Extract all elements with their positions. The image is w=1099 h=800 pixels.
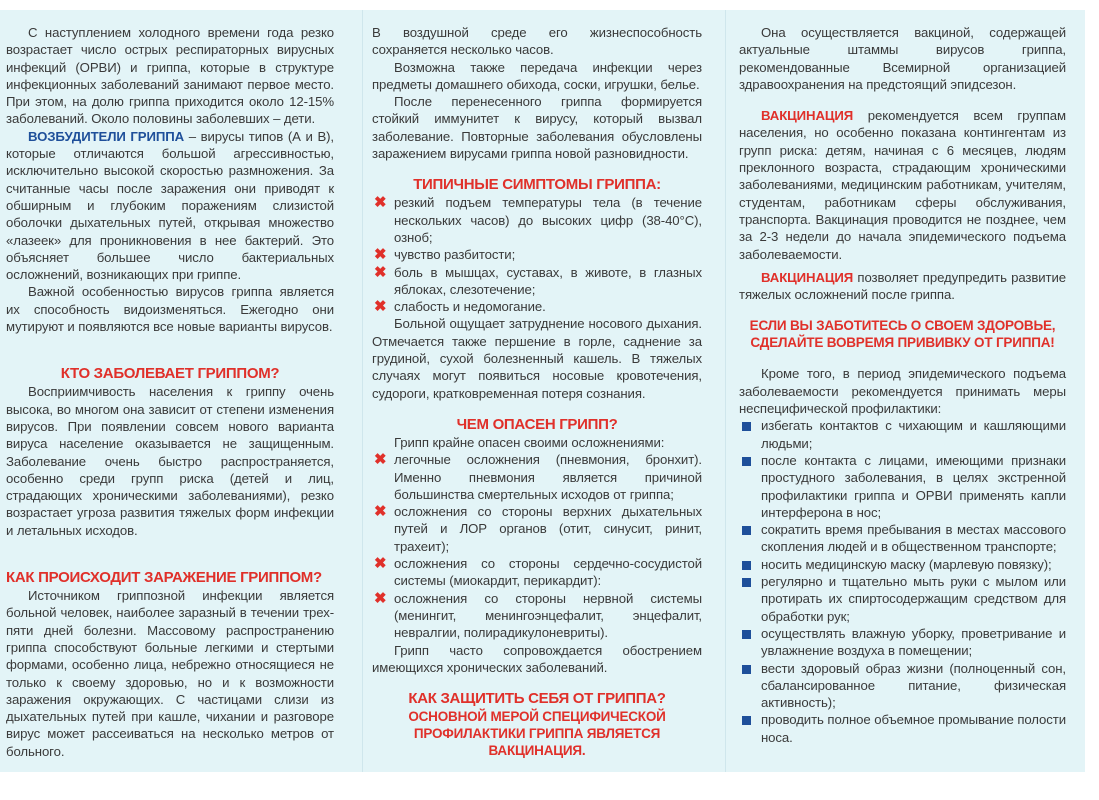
x-mark-icon: ✖ bbox=[374, 298, 387, 316]
intro-paragraph: С наступлением холодного времени года резко возрастает число острых респираторных вирусных инфекций (ОРВИ) и гриппа, которые в структуре инфекционных заболеваний занимают первое место. При этом, на долю гриппа приходится около 12-15% заболеваний. Около половины заболевших – дети. bbox=[6, 25, 334, 127]
square-bullet-icon bbox=[742, 457, 751, 466]
protect-heading: КАК ЗАЩИТИТЬ СЕБЯ ОТ ГРИППА? bbox=[408, 690, 666, 708]
vaccination-paragraph-1: ВАКЦИНАЦИЯ рекомендуется всем группам населения, но особенно показана контингентам из групп риска: детям, начиная с 6 месяцев, людям преклонного возраста, страдающим хроническими заболеваниями, медицинским работникам, учителям, студентам, работникам сферы обслуживания, транспорта. Вакцинация проводится не позднее, чем за 2-3 недели до начала эпидемического подъема заболеваемости. bbox=[739, 108, 1066, 262]
nonspecific-paragraph: Кроме того, в период эпидемического подъема заболеваемости рекомендуется принимать меры неспецифической профилактики: bbox=[739, 366, 1066, 417]
patient-paragraph: Больной ощущает затруднение носового дыхания. Отмечается также першение в горле, саднение за грудиной, сухой болезненный кашель. В тяжелых случаях могут появиться носовые кровотечения, судороги, кратковременная потеря сознания. bbox=[372, 316, 702, 401]
complication-item: ✖ осложнения со стороны сердечно-сосудистой системы (миокардит, перикардит): bbox=[374, 555, 702, 589]
measure-item: проводить полное объемное промывание полости носа. bbox=[739, 711, 1066, 746]
column-1 bbox=[6, 24, 334, 760]
measure-item: вести здоровый образ жизни (полноценный сон, сбалансированное питание, физическая активность); bbox=[739, 660, 1066, 712]
measure-item: регулярно и тщательно мыть руки с мылом или протирать их спиртосодержащим средством для обработки рук; bbox=[739, 573, 1066, 625]
symptom-item: ✖ резкий подъем температуры тела (в течение нескольких часов) до высоких цифр (38-40°С), озноб; bbox=[374, 194, 702, 245]
vaccine-paragraph: Она осуществляется вакциной, содержащей актуальные штаммы вирусов гриппа, рекомендованные Всемирной организацией здравоохранения на предстоящий эпидсезон. bbox=[739, 25, 1066, 92]
complication-item: ✖ осложнения со стороны нервной системы (менингит, менингоэнцефалит, энцефалит, невралгии, полирадикулоневриты). bbox=[374, 589, 702, 641]
x-mark-icon: ✖ bbox=[374, 555, 387, 573]
danger-heading: ЧЕМ ОПАСЕН ГРИПП? bbox=[456, 415, 618, 433]
symptom-item: ✖ боль в мышцах, суставах, в животе, в глазных яблоках, слезотечение; bbox=[374, 263, 702, 297]
measure-item: после контакта с лицами, имеющими признаки простудного заболевания, в целях экстренной профилактики гриппа и ОРВИ применять капли интерферона в нос; bbox=[739, 452, 1066, 521]
square-bullet-icon bbox=[742, 578, 751, 587]
pathogens-lead: ВОЗБУДИТЕЛИ ГРИППА bbox=[28, 128, 185, 144]
symptoms-heading: ТИПИЧНЫЕ СИМПТОМЫ ГРИППА: bbox=[413, 176, 661, 194]
x-mark-icon: ✖ bbox=[374, 451, 387, 469]
square-bullet-icon bbox=[742, 665, 751, 674]
pathogens-text: – вирусы типов (А и В), которые отличаются большой агрессивностью, исключительно высокой скоростью размножения. За считанные часы после заражения они приводят к обширным и глубоким поражениям слизистой оболочки дыхательных путей, открывая множество «лазеек» для проникновения в нее бактерий. Это объясняет большее число бактериальных осложнений, возникающих при гриппе. bbox=[6, 128, 334, 283]
how-heading: КАК ПРОИСХОДИТ ЗАРАЖЕНИЕ ГРИППОМ? bbox=[6, 569, 322, 587]
x-mark-icon: ✖ bbox=[374, 263, 387, 281]
pathogens-paragraph bbox=[6, 128, 334, 284]
who-paragraph: Восприимчивость населения к гриппу очень высока, во многом она зависит от степени изменения вирусов. При появлении совсем нового варианта вируса население оказывается не защищенным. Заболевание очень быстро распространяется, особенно среди групп риска (детей и лиц, страдающих хроническими заболеваниями), резко возрастает угроза развития тяжелых форм инфекции и летальных исходов. bbox=[6, 384, 334, 538]
symptom-item: ✖ слабость и недомогание. bbox=[374, 298, 546, 316]
protect-subheading-line2: ПРОФИЛАКТИКИ ГРИППА ЯВЛЯЕТСЯ ВАКЦИНАЦИЯ. bbox=[413, 726, 661, 759]
square-bullet-icon bbox=[742, 716, 751, 725]
complications-list bbox=[372, 451, 702, 641]
measure-item: осуществлять влажную уборку, проветривание и увлажнение воздуха в помещении; bbox=[739, 625, 1066, 660]
x-mark-icon: ✖ bbox=[374, 194, 387, 212]
x-mark-icon: ✖ bbox=[374, 246, 387, 264]
who-heading: КТО ЗАБОЛЕВАЕТ ГРИППОМ? bbox=[60, 365, 280, 383]
fold-line bbox=[362, 10, 363, 772]
objects-paragraph: Возможна также передача инфекции через предметы домашнего обихода, соски, игрушки, белье. bbox=[372, 59, 702, 92]
mutation-paragraph: Важной особенностью вирусов гриппа является их способность видоизменяться. Ежегодно они мутируют и появляются все новые варианты вирусов. bbox=[6, 284, 334, 335]
symptoms-list bbox=[372, 194, 702, 315]
square-bullet-icon bbox=[742, 561, 751, 570]
call-to-action-line1: ЕСЛИ ВЫ ЗАБОТИТЕСЬ О СВОЕМ ЗДОРОВЬЕ, bbox=[749, 318, 1056, 334]
measures-list bbox=[739, 417, 1066, 746]
measure-item: сократить время пребывания в местах массового скопления людей и в общественном транспорте; bbox=[739, 521, 1066, 556]
x-mark-icon: ✖ bbox=[374, 503, 387, 521]
vaccination-lead: ВАКЦИНАЦИЯ bbox=[761, 108, 854, 124]
symptom-item: ✖ чувство разбитости; bbox=[374, 246, 516, 264]
call-to-action-line2: СДЕЛАЙТЕ ВОВРЕМЯ ПРИВИВКУ ОТ ГРИППА! bbox=[750, 335, 1055, 351]
protect-subheading-line1: ОСНОВНОЙ МЕРОЙ СПЕЦИФИЧЕСКОЙ bbox=[408, 709, 666, 725]
column-3 bbox=[739, 24, 1066, 746]
measure-item: носить медицинскую маску (марлевую повязку); bbox=[739, 556, 1066, 573]
complication-item: ✖ легочные осложнения (пневмония, бронхит). Именно пневмония является причиной большинства смертельных исходов от гриппа; bbox=[374, 451, 702, 502]
square-bullet-icon bbox=[742, 422, 751, 431]
complication-item: ✖ осложнения со стороны верхних дыхательных путей и ЛОР органов (отит, синусит, ринит, трахеит); bbox=[374, 503, 702, 554]
vaccination-paragraph-2: ВАКЦИНАЦИЯ позволяет предупредить развитие тяжелых осложнений после гриппа. bbox=[739, 269, 1066, 303]
air-paragraph: В воздушной среде его жизнеспособность сохраняется несколько часов. bbox=[372, 25, 702, 58]
danger-intro: Грипп крайне опасен своими осложнениями: bbox=[394, 434, 665, 450]
x-mark-icon: ✖ bbox=[374, 589, 387, 607]
immunity-paragraph: После перенесенного гриппа формируется стойкий иммунитет к вирусу, который вызвал заболевание. Повторные заболевания обусловлены заражением вирусами гриппа новой разновидности. bbox=[372, 94, 702, 162]
column-2 bbox=[372, 24, 702, 759]
vaccination-lead: ВАКЦИНАЦИЯ bbox=[761, 269, 854, 285]
measure-item: избегать контактов с чихающим и кашляющими людьми; bbox=[739, 417, 1066, 452]
square-bullet-icon bbox=[742, 630, 751, 639]
chronic-paragraph: Грипп часто сопровождается обострением имеющихся хронических заболеваний. bbox=[372, 642, 702, 675]
fold-line bbox=[725, 10, 726, 772]
how-paragraph: Источником гриппозной инфекции является больной человек, наиболее заразный в течении трех-пяти дней болезни. Массовому распространению гриппа способствуют больные легкими и стертыми формами, особенно лица, небрежно относящиеся не только к своему здоровью, но и к возможности заражения окружающих. С частицами слизи из дыхательных путей при кашле, чихании и разговоре вирус может рассеиваться на несколько метров от больного. bbox=[6, 588, 334, 759]
square-bullet-icon bbox=[742, 526, 751, 535]
